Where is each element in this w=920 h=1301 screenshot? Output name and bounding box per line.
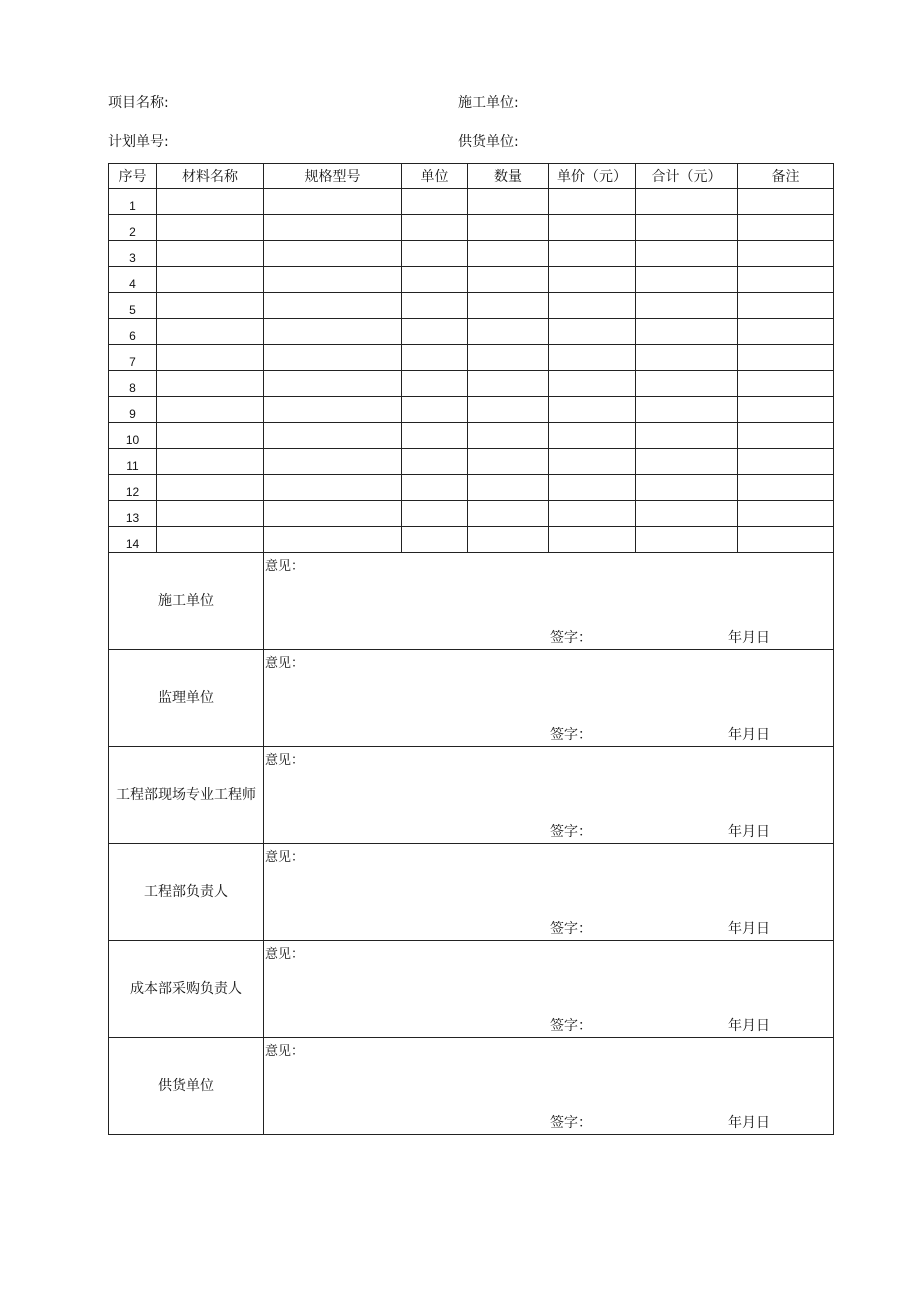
signature-label: 签字： (550, 1018, 592, 1034)
column-header-unit-price: 单价（元） (549, 164, 636, 189)
specification-cell[interactable] (264, 475, 402, 501)
specification-cell[interactable] (264, 241, 402, 267)
unit-cell[interactable] (402, 189, 468, 215)
quantity-cell[interactable] (468, 449, 549, 475)
total-cell[interactable] (636, 345, 738, 371)
unit-cell[interactable] (402, 293, 468, 319)
approval-opinion-cell[interactable] (264, 844, 834, 941)
row-number: 13 (109, 501, 157, 527)
construction-unit-label: 施工单位: (458, 95, 519, 111)
row-number: 9 (109, 397, 157, 423)
date-label: 年月日 (728, 727, 770, 743)
unit-price-cell[interactable] (549, 449, 636, 475)
total-cell[interactable] (636, 501, 738, 527)
approval-row (109, 650, 834, 747)
remarks-cell[interactable] (738, 475, 834, 501)
unit-price-cell[interactable] (549, 241, 636, 267)
specification-cell[interactable] (264, 293, 402, 319)
table-row (109, 293, 834, 319)
table-row (109, 423, 834, 449)
specification-cell[interactable] (264, 449, 402, 475)
quantity-cell[interactable] (468, 345, 549, 371)
project-name-label: 项目名称: (108, 95, 169, 111)
approval-row (109, 1038, 834, 1135)
unit-price-cell[interactable] (549, 345, 636, 371)
remarks-cell[interactable] (738, 449, 834, 475)
approval-row (109, 553, 834, 650)
column-header-specification: 规格型号 (264, 164, 402, 189)
unit-cell[interactable] (402, 345, 468, 371)
date-label: 年月日 (728, 921, 770, 937)
total-cell[interactable] (636, 397, 738, 423)
date-label: 年月日 (728, 630, 770, 646)
approval-row (109, 747, 834, 844)
signature-label: 签字： (550, 1115, 592, 1131)
row-number: 8 (109, 371, 157, 397)
approval-opinion-cell[interactable] (264, 650, 834, 747)
total-cell[interactable] (636, 527, 738, 553)
specification-cell[interactable] (264, 267, 402, 293)
unit-price-cell[interactable] (549, 423, 636, 449)
total-cell[interactable] (636, 475, 738, 501)
unit-price-cell[interactable] (549, 189, 636, 215)
opinion-label: 意见： (265, 559, 305, 574)
date-label: 年月日 (728, 824, 770, 840)
material-name-cell[interactable] (157, 293, 264, 319)
quantity-cell[interactable] (468, 189, 549, 215)
supplier-label: 供货单位: (458, 134, 519, 150)
remarks-cell[interactable] (738, 267, 834, 293)
row-number: 10 (109, 423, 157, 449)
date-label: 年月日 (728, 1115, 770, 1131)
column-header-unit: 单位 (402, 164, 468, 189)
table-row (109, 397, 834, 423)
unit-cell[interactable] (402, 501, 468, 527)
row-number: 5 (109, 293, 157, 319)
remarks-cell[interactable] (738, 501, 834, 527)
remarks-cell[interactable] (738, 371, 834, 397)
remarks-cell[interactable] (738, 215, 834, 241)
unit-price-cell[interactable] (549, 215, 636, 241)
unit-price-cell[interactable] (549, 501, 636, 527)
unit-cell[interactable] (402, 527, 468, 553)
unit-price-cell[interactable] (549, 319, 636, 345)
specification-cell[interactable] (264, 215, 402, 241)
date-label: 年月日 (728, 1018, 770, 1034)
total-cell[interactable] (636, 189, 738, 215)
column-header-index: 序号 (109, 164, 157, 189)
total-cell[interactable] (636, 423, 738, 449)
signature-label: 签字： (550, 727, 592, 743)
table-row (109, 345, 834, 371)
table-row (109, 267, 834, 293)
total-cell[interactable] (636, 371, 738, 397)
signature-label: 签字： (550, 824, 592, 840)
specification-cell[interactable] (264, 423, 402, 449)
row-number: 2 (109, 215, 157, 241)
approval-opinion-cell[interactable] (264, 941, 834, 1038)
unit-cell[interactable] (402, 319, 468, 345)
total-cell[interactable] (636, 267, 738, 293)
unit-price-cell[interactable] (549, 475, 636, 501)
column-header-remarks: 备注 (738, 164, 834, 189)
quantity-cell[interactable] (468, 371, 549, 397)
table-row (109, 475, 834, 501)
quantity-cell[interactable] (468, 423, 549, 449)
remarks-cell[interactable] (738, 527, 834, 553)
unit-price-cell[interactable] (549, 527, 636, 553)
unit-cell[interactable] (402, 449, 468, 475)
signature-label: 签字： (550, 921, 592, 937)
unit-price-cell[interactable] (549, 293, 636, 319)
table-row (109, 189, 834, 215)
row-number: 11 (109, 449, 157, 475)
approval-unit-label: 施工单位 (109, 553, 264, 650)
quantity-cell[interactable] (468, 501, 549, 527)
unit-cell[interactable] (402, 423, 468, 449)
approval-row (109, 844, 834, 941)
quantity-cell[interactable] (468, 527, 549, 553)
quantity-cell[interactable] (468, 241, 549, 267)
unit-cell[interactable] (402, 267, 468, 293)
column-header-material-name: 材料名称 (157, 164, 264, 189)
opinion-label: 意见： (265, 656, 305, 671)
material-name-cell[interactable] (157, 241, 264, 267)
opinion-label: 意见： (265, 1044, 305, 1059)
quantity-cell[interactable] (468, 215, 549, 241)
remarks-cell[interactable] (738, 319, 834, 345)
column-header-total: 合计（元） (636, 164, 738, 189)
unit-cell[interactable] (402, 397, 468, 423)
specification-cell[interactable] (264, 189, 402, 215)
unit-price-cell[interactable] (549, 397, 636, 423)
table-row (109, 527, 834, 553)
specification-cell[interactable] (264, 501, 402, 527)
table-row (109, 371, 834, 397)
row-number: 12 (109, 475, 157, 501)
specification-cell[interactable] (264, 319, 402, 345)
approval-opinion-cell[interactable] (264, 1038, 834, 1135)
approval-unit-label: 供货单位 (109, 1038, 264, 1135)
unit-cell[interactable] (402, 475, 468, 501)
approval-unit-label: 工程部现场专业工程师 (109, 747, 264, 844)
row-number: 1 (109, 189, 157, 215)
material-name-cell[interactable] (157, 423, 264, 449)
quantity-cell[interactable] (468, 267, 549, 293)
material-name-cell[interactable] (157, 475, 264, 501)
approval-unit-label: 成本部采购负责人 (109, 941, 264, 1038)
remarks-cell[interactable] (738, 189, 834, 215)
material-plan-table (108, 163, 834, 1135)
plan-number-label: 计划单号: (108, 134, 169, 150)
opinion-label: 意见： (265, 850, 305, 865)
approval-opinion-cell[interactable] (264, 747, 834, 844)
remarks-cell[interactable] (738, 293, 834, 319)
table-row (109, 319, 834, 345)
approval-opinion-cell[interactable] (264, 553, 834, 650)
row-number: 14 (109, 527, 157, 553)
table-row (109, 215, 834, 241)
approval-row (109, 941, 834, 1038)
material-name-cell[interactable] (157, 527, 264, 553)
remarks-cell[interactable] (738, 241, 834, 267)
approval-unit-label: 监理单位 (109, 650, 264, 747)
opinion-label: 意见： (265, 947, 305, 962)
table-row (109, 449, 834, 475)
total-cell[interactable] (636, 449, 738, 475)
unit-cell[interactable] (402, 241, 468, 267)
specification-cell[interactable] (264, 527, 402, 553)
column-header-quantity: 数量 (468, 164, 549, 189)
specification-cell[interactable] (264, 345, 402, 371)
row-number: 7 (109, 345, 157, 371)
unit-cell[interactable] (402, 215, 468, 241)
total-cell[interactable] (636, 215, 738, 241)
material-name-cell[interactable] (157, 267, 264, 293)
unit-cell[interactable] (402, 371, 468, 397)
total-cell[interactable] (636, 319, 738, 345)
unit-price-cell[interactable] (549, 267, 636, 293)
signature-label: 签字： (550, 630, 592, 646)
material-name-cell[interactable] (157, 189, 264, 215)
material-name-cell[interactable] (157, 215, 264, 241)
quantity-cell[interactable] (468, 475, 549, 501)
material-name-cell[interactable] (157, 501, 264, 527)
remarks-cell[interactable] (738, 345, 834, 371)
row-number: 6 (109, 319, 157, 345)
row-number: 4 (109, 267, 157, 293)
material-name-cell[interactable] (157, 397, 264, 423)
remarks-cell[interactable] (738, 423, 834, 449)
total-cell[interactable] (636, 241, 738, 267)
approval-unit-label: 工程部负责人 (109, 844, 264, 941)
opinion-label: 意见： (265, 753, 305, 768)
table-row (109, 501, 834, 527)
material-name-cell[interactable] (157, 449, 264, 475)
quantity-cell[interactable] (468, 293, 549, 319)
specification-cell[interactable] (264, 397, 402, 423)
specification-cell[interactable] (264, 371, 402, 397)
material-name-cell[interactable] (157, 319, 264, 345)
quantity-cell[interactable] (468, 397, 549, 423)
table-row (109, 241, 834, 267)
remarks-cell[interactable] (738, 397, 834, 423)
quantity-cell[interactable] (468, 319, 549, 345)
material-name-cell[interactable] (157, 371, 264, 397)
material-name-cell[interactable] (157, 345, 264, 371)
unit-price-cell[interactable] (549, 371, 636, 397)
total-cell[interactable] (636, 293, 738, 319)
table-header-row (109, 164, 834, 189)
row-number: 3 (109, 241, 157, 267)
